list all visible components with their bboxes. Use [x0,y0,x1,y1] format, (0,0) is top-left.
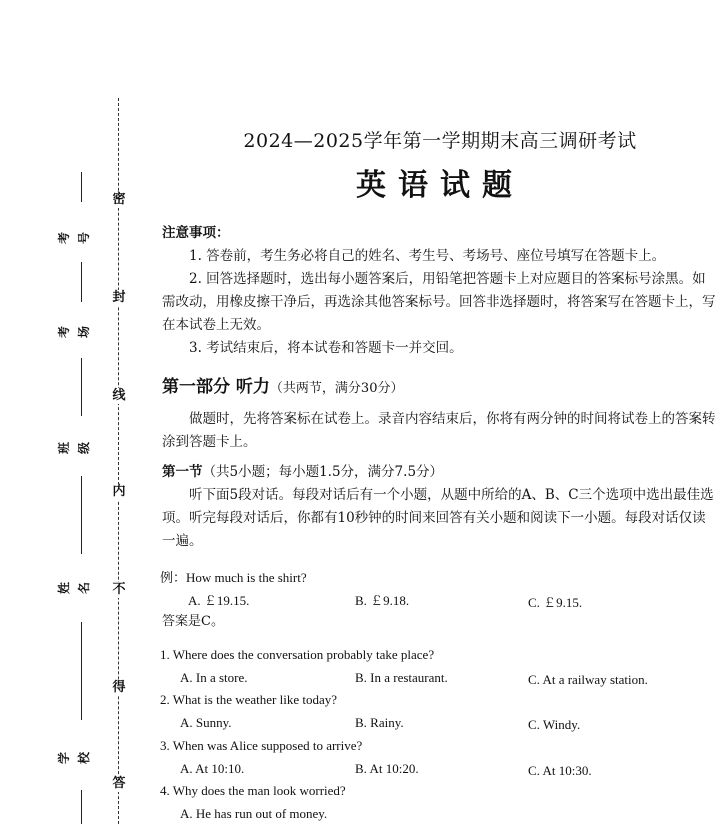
question-4-option-a: A. He has run out of money. [180,806,328,821]
question-2-option-c: C. Windy. [528,717,581,732]
subject-title: 英语试题 [356,168,524,203]
seal-char: 不 [109,582,129,598]
question-2-option-b: B. Rainy. [355,715,404,730]
example-question: 例：How much is the shirt? [160,570,307,585]
field-label-class: 班级 [57,442,91,455]
notice-item-1: 1. 答卷前，考生务必将自己的姓名、考生号、考场号、座位号填写在答题卡上。 [189,248,666,264]
field-label-exam-room: 考场 [57,326,91,339]
question-3-option-a: A. At 10:10. [180,761,245,776]
seal-char: 得 [109,680,129,696]
seal-char: 答 [109,776,129,792]
example-option-c: C. ￡9.15. [528,595,583,610]
question-3-option-c: C. At 10:30. [528,763,592,778]
notice-heading: 注意事项： [162,225,230,241]
seal-char: 内 [109,484,129,500]
question-4: 4. Why does the man look worried? [160,783,346,798]
question-3: 3. When was Alice supposed to arrive? [160,738,363,753]
question-1-option-c: C. At a railway station. [528,672,648,687]
part1-heading [162,376,718,400]
field-line [81,262,82,302]
field-line [81,790,82,824]
question-2-option-a: A. Sunny. [180,715,232,730]
field-line [81,358,82,416]
question-3-option-b: B. At 10:20. [355,761,419,776]
field-label-exam-number: 考号 [57,232,91,245]
seal-char: 密 [109,192,129,208]
section1-note: （共5小题；每小题1.5分，满分7.5分） [202,464,444,480]
notice-item-3: 3. 考试结束后，将本试卷和答题卡一并交回。 [189,340,463,356]
field-line [81,622,82,720]
question-1-option-b: B. In a restaurant. [355,670,448,685]
part1-instruction: 做题时，先将答案标在试卷上。录音内容结束后，你将有两分钟的时间将试卷上的答案转涂到答题卡上。 [162,411,716,450]
example-option-a: A. ￡19.15. [188,593,250,608]
section1-instruction: 听下面5段对话。每段对话后有一个小题，从题中所给的A、B、C三个选项中选出最佳选项。听完每段对话后，你都有10秒钟的时间来回答有关小题和阅读下一小题。每段对话仅读一遍。 [162,487,714,549]
field-line [81,476,82,554]
field-label-school: 学校 [57,752,91,765]
seal-char: 封 [109,290,129,306]
section1-heading [162,461,718,484]
question-1: 1. Where does the conversation probably take place? [160,647,435,662]
question-1-option-a: A. In a store. [180,670,248,685]
example-answer: 答案是C。 [162,614,224,629]
field-line [81,172,82,202]
part1-title: 第一部分 听力 [162,377,270,397]
section1-title: 第一节 [162,464,203,480]
seal-char: 线 [109,388,129,404]
field-label-name: 姓名 [57,582,91,595]
notice-item-2: 2. 回答选择题时，选出每小题答案后，用铅笔把答题卡上对应题目的答案标号涂黑。如需改动，用橡皮擦干净后，再选涂其他答案标号。回答非选择题时，将答案写在答题卡上，写在本试卷上无效。 [162,271,716,333]
example-option-b: B. ￡9.18. [355,593,410,608]
exam-title: 2024—2025学年第一学期期末高三调研考试 [243,130,637,152]
part1-note: （共两节，满分30分） [269,381,404,396]
question-2: 2. What is the weather like today? [160,692,338,707]
